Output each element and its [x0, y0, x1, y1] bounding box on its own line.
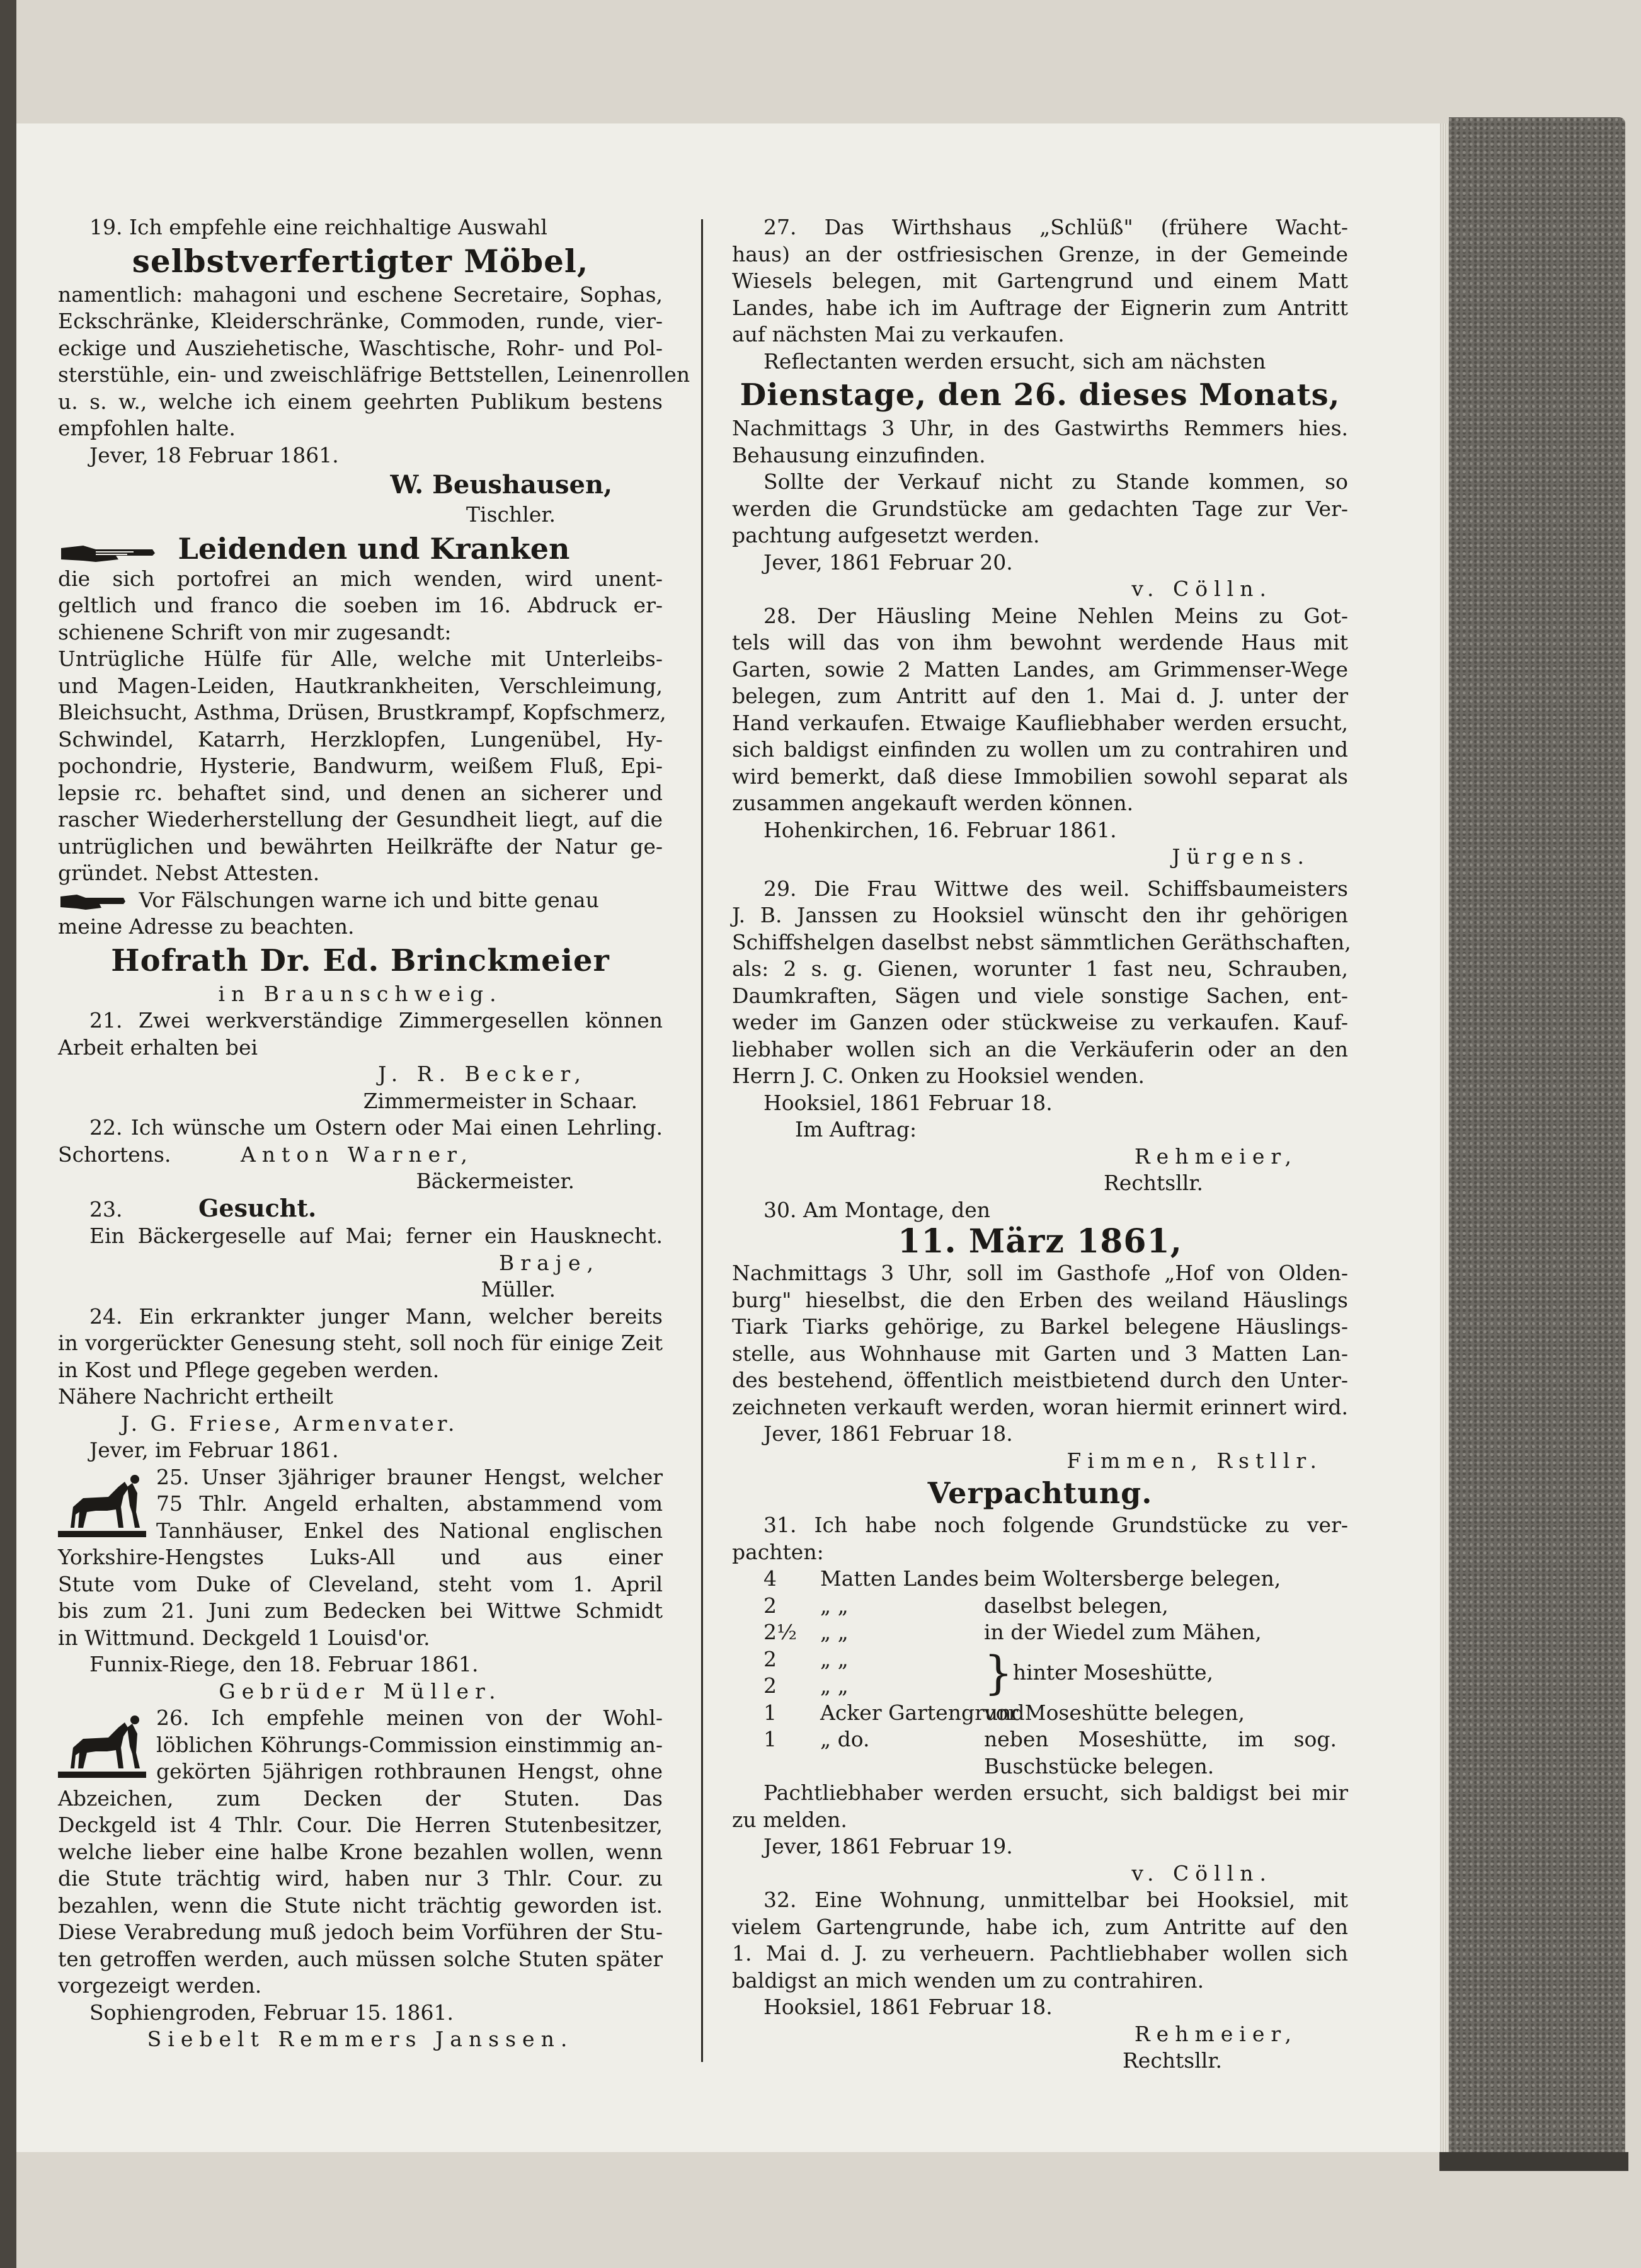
ad-line: 75 Thlr. Angeld erhalten, abstammend vom [156, 1491, 663, 1516]
ad-line: Tiark Tiarks gehörige, zu Barkel belegene Häuslings- [732, 1314, 1348, 1339]
ad-date: Jever, 1861 Februar 19. [763, 1834, 1013, 1858]
ad-line: Tannhäuser, Enkel des National englischen [156, 1518, 663, 1543]
ad-line: als: 2 s. g. Gienen, worunter 1 fast neu, Schrauben, [732, 956, 1348, 981]
warning-row [58, 887, 663, 914]
ad-sign-row [58, 1142, 663, 1169]
plot-unit: „ „ [820, 1593, 849, 1618]
ad-role: Zimmermeister in Schaar. [363, 1088, 638, 1113]
plot-quantity: 4 [763, 1566, 777, 1591]
ad-signature: v. Cölln. [1131, 576, 1272, 601]
ad-signature: Anton Warner, [240, 1142, 474, 1167]
plot-description: neben Moseshütte, im sog. [984, 1727, 1337, 1751]
pointing-hand-icon [58, 890, 127, 913]
ad-signature: Braje, [499, 1250, 600, 1275]
ad-line: empfohlen halte. [58, 416, 236, 440]
ad-signature: Siebelt Remmers Janssen. [147, 2027, 574, 2051]
brace-mark: } [984, 1646, 1013, 1699]
advertisement-24 [58, 1303, 663, 1464]
ad-date: Funnix-Riege, den 18. Februar 1861. [89, 1652, 479, 1676]
ad-line: vielem Gartengrunde, habe ich, zum Antritte auf den [732, 1914, 1348, 1939]
ad-line: Pachtliebhaber werden ersucht, sich baldigst bei mir [763, 1780, 1348, 1805]
book-spine-shadow [0, 0, 16, 2268]
plot-description: beim Woltersberge belegen, [984, 1566, 1281, 1591]
ad-line: Bleichsucht, Asthma, Drüsen, Brustkrampf, Kopfschmerz, [58, 700, 666, 724]
ad-line: rascher Wiederherstellung der Gesundheit liegt, auf die [58, 807, 663, 832]
ad-signature: Rehmeier, [1134, 2021, 1298, 2046]
ad-heading: Verpachtung. [927, 1476, 1153, 1510]
ad-line: stelle, aus Wohnhause mit Garten und 3 Matten Lan- [732, 1341, 1348, 1366]
book-cover-bottom [1439, 2152, 1628, 2171]
ad-line: Untrügliche Hülfe für Alle, welche mit Unterleibs- [58, 646, 663, 671]
ad-heading-row [58, 532, 663, 566]
ad-line: belegen, zum Antritt auf den 1. Mai d. J. unter der [732, 684, 1348, 708]
ad-line: baldigst an mich wenden um zu contrahiren. [732, 1967, 1204, 1993]
advertisement-21 [58, 1007, 663, 1114]
plot-description: vor Moseshütte belegen, [984, 1700, 1245, 1725]
ad-date: Hooksiel, 1861 Februar 18. [763, 1995, 1053, 2019]
ad-line: eckige und Ausziehetische, Waschtische, Rohr- und Pol- [58, 335, 663, 360]
ad-line: die sich portofrei an mich wenden, wird unent- [58, 566, 663, 591]
plot-quantity: 2 [763, 1646, 777, 1671]
ad-line: werden die Grundstücke am gedachten Tage zur Ver- [732, 496, 1348, 521]
ad-date: Hohenkirchen, 16. Februar 1861. [763, 817, 1117, 842]
ad-line: löblichen Köhrungs-Commission einstimmig an- [156, 1732, 663, 1757]
ad-heading-row [58, 1195, 663, 1223]
horse-icon [58, 1468, 146, 1544]
plots-table [732, 1566, 1348, 1780]
ad-number: 23. [89, 1196, 123, 1222]
ad-heading: 11. März 1861, [898, 1222, 1182, 1261]
plot-unit: „ do. [820, 1727, 870, 1751]
ad-role: Bäckermeister. [416, 1169, 575, 1193]
ad-line: 21. Zwei werkverständige Zimmergesellen können [89, 1008, 663, 1033]
ad-signature: v. Cölln. [1131, 1860, 1272, 1886]
ad-line: welche lieber eine halbe Krone bezahlen wollen, wenn [58, 1839, 663, 1864]
ad-line: bezahlen, wenn die Stute nicht trächtig geworden ist. [58, 1893, 663, 1918]
ad-place: Schortens. [58, 1142, 171, 1167]
ad-role: Rechtsllr. [1103, 1171, 1203, 1195]
ad-role: Müller. [481, 1277, 556, 1302]
ad-line: Garten, sowie 2 Matten Landes, am Grimmenser-Wege [732, 656, 1348, 682]
ad-line: liebhaber wollen sich an die Verkäuferin oder an den [732, 1036, 1348, 1062]
ad-heading: Gesucht. [198, 1193, 317, 1222]
ad-signature: J. G. Friese, Armenvater. [121, 1411, 458, 1436]
ad-line: bis zum 21. Juni zum Bedecken bei Wittwe Schmidt [58, 1598, 663, 1623]
ad-line: Schiffshelgen daselbst nebst sämmtlichen Geräthschaften, [732, 929, 1351, 954]
plot-brace-group [984, 1646, 1337, 1700]
ad-line: sich baldigst einfinden zu wollen um zu contrahiren und [732, 737, 1348, 762]
advertisement-27 [732, 214, 1348, 603]
advertisement-brinckmeier [58, 531, 666, 1008]
ad-line: Diese Verabredung muß jedoch beim Vorführen der Stu- [58, 1920, 663, 1944]
ad-signature: W. Beushausen, [390, 470, 612, 500]
ad-heading: selbstverfertigter Möbel, [132, 242, 589, 280]
advertisement-28 [732, 603, 1348, 871]
ad-line: Eckschränke, Kleiderschränke, Commoden, runde, vier- [58, 309, 663, 333]
plot-quantity: 1 [763, 1727, 777, 1751]
ad-line: zusammen angekauft werden können. [732, 791, 1134, 815]
ad-place: in Braunschweig. [218, 981, 503, 1006]
ad-line: vorgezeigt werden. [58, 1973, 262, 1998]
ad-line: zu melden. [732, 1807, 847, 1832]
plot-unit: „ „ [820, 1673, 849, 1698]
plot-description: hinter Moseshütte, [1012, 1659, 1214, 1685]
advertisement-26 [58, 1705, 663, 2053]
ad-line: Stute vom Duke of Cleveland, steht vom 1. April [58, 1571, 663, 1596]
left-column [58, 214, 690, 2053]
ad-line: 29. Die Frau Wittwe des weil. Schiffsbaumeisters [763, 876, 1348, 901]
ad-date: Sophiengroden, Februar 15. 1861. [89, 2000, 454, 2025]
advertisement-25 [58, 1464, 663, 1705]
ad-line: Daumkraften, Sägen und viele sonstige Sachen, ent- [732, 983, 1348, 1008]
advertisement-22 [58, 1114, 663, 1195]
ad-line: 24. Ein erkrankter junger Mann, welcher bereits [89, 1303, 663, 1329]
advertisement-23 [58, 1195, 663, 1303]
plot-description: Buschstücke belegen. [984, 1753, 1215, 1778]
ad-line: zeichneten verkauft werden, woran hiermit erinnert wird. [732, 1394, 1348, 1419]
advertisement-32 [732, 1887, 1348, 2075]
ad-line: Behausung einzufinden. [732, 442, 986, 467]
ad-role: Rechtsllr. [1122, 2048, 1222, 2073]
column-divider [701, 219, 703, 2062]
ad-date: Jever, 1861 Februar 20. [763, 549, 1013, 575]
ad-line: Yorkshire-Hengstes Luks-All und aus einer [58, 1545, 663, 1569]
ad-signature: J. R. Becker, [378, 1062, 587, 1086]
ad-line: 31. Ich habe noch folgende Grundstücke zu ver- [763, 1513, 1348, 1537]
plot-quantity: 2½ [763, 1620, 797, 1644]
ad-line: J. B. Janssen zu Hooksiel wünscht den ihr gehörigen [732, 903, 1348, 927]
ad-line: 1. Mai d. J. zu verheuern. Pachtliebhaber wollen sich [732, 1941, 1348, 1966]
ad-line: tels will das von ihm bewohnt werdende Haus mit [732, 630, 1348, 655]
ad-line: Schwindel, Katarrh, Herzklopfen, Lungenübel, Hy- [58, 726, 663, 752]
ad-line: ten getroffen werden, auch müssen solche Stuten später [58, 1946, 663, 1971]
ad-signature: Jürgens. [1172, 844, 1310, 869]
ad-signature: Fimmen, Rstllr. [1066, 1448, 1323, 1473]
ad-line: pachten: [732, 1539, 824, 1564]
ad-intro: 19. Ich empfehle eine reichhaltige Auswahl [89, 215, 547, 239]
ad-line: die Stute trächtig wird, haben nur 3 Thlr. Cour. zu [58, 1866, 663, 1891]
ad-line: 27. Das Wirthshaus „Schlüß" (frühere Wacht- [763, 215, 1348, 239]
ad-line: wird bemerkt, daß diese Immobilien sowohl separat als [732, 764, 1348, 789]
plot-unit: Matten Landes [820, 1566, 979, 1591]
ad-line: lepsie rc. behaftet sind, und denen an sicherer und [58, 780, 663, 805]
warning-text: Vor Fälschungen warne ich und bitte genau [139, 887, 599, 912]
ad-line: 25. Unser 3jähriger brauner Hengst, welcher [156, 1464, 663, 1489]
plot-description: daselbst belegen, [984, 1593, 1169, 1618]
ad-line: Sollte der Verkauf nicht zu Stande kommen, so [763, 469, 1348, 494]
ad-line: in vorgerückter Genesung steht, soll noch für einige Zeit [58, 1331, 663, 1355]
advertisement-31 [732, 1474, 1348, 1887]
ad-line: schienene Schrift von mir zugesandt: [58, 619, 452, 644]
ad-line: in Kost und Pflege gegeben werden. [58, 1357, 440, 1382]
plot-quantity: 2 [763, 1593, 777, 1618]
page-stack-edge [1440, 123, 1449, 2152]
ad-line: weder im Ganzen oder stückweise zu verkaufen. Kauf- [732, 1010, 1348, 1034]
ad-line: burg" hieselbst, die den Erben des weiland Häuslings [732, 1287, 1348, 1312]
advertisement-19 [58, 214, 690, 529]
ad-date: Jever, im Februar 1861. [89, 1438, 339, 1462]
ad-date: Jever, 18 Februar 1861. [89, 442, 339, 467]
ad-heading: Leidenden und Kranken [178, 531, 570, 566]
plot-quantity: 1 [763, 1700, 777, 1725]
ad-line: Hand verkaufen. Etwaige Kaufliebhaber werden ersucht, [732, 710, 1348, 735]
ad-line: geltlich und franco die soeben im 16. Abdruck er- [58, 593, 663, 617]
ad-line: Reflectanten werden ersucht, sich am nächsten [763, 348, 1266, 374]
ad-line: des bestehend, öffentlich meistbietend durch den Unter- [732, 1368, 1348, 1392]
advertisement-29 [732, 876, 1351, 1197]
ad-line: 26. Ich empfehle meinen von der Wohl- [156, 1705, 663, 1730]
ad-line: auf nächsten Mai zu verkaufen. [732, 322, 1065, 346]
plot-unit: Acker Gartengrund [820, 1700, 1025, 1725]
ad-line: in Wittmund. Deckgeld 1 Louisd'or. [58, 1625, 430, 1650]
ad-heading: Dienstage, den 26. dieses Monats, [740, 377, 1341, 413]
ad-line: Landes, habe ich im Auftrage der Eignerin zum Antritt [732, 295, 1348, 320]
ad-line: Arbeit erhalten bei [58, 1034, 258, 1060]
ad-line: und Magen-Leiden, Hautkrankheiten, Verschleimung, [58, 673, 663, 698]
ad-line: pachtung aufgesetzt werden. [732, 523, 1040, 547]
ad-line: Herrn J. C. Onken zu Hooksiel wenden. [732, 1063, 1145, 1088]
ad-date: Jever, 1861 Februar 18. [763, 1421, 1013, 1446]
ad-line: Nachmittags 3 Uhr, in des Gastwirths Remmers hies. [732, 416, 1348, 440]
plot-unit: „ „ [820, 1620, 849, 1644]
ad-commission: Im Auftrag: [795, 1117, 917, 1142]
plot-unit: „ „ [820, 1646, 849, 1671]
ad-line: 22. Ich wünsche um Ostern oder Mai einen Lehrling. [89, 1115, 663, 1140]
ad-line: 32. Eine Wohnung, unmittelbar bei Hooksiel, mit [763, 1887, 1348, 1912]
ad-signature: Rehmeier, [1134, 1143, 1298, 1169]
ad-line: meine Adresse zu beachten. [58, 914, 355, 939]
ad-line: sterstühle, ein- und zweischläfrige Bettstellen, Leinenrollen [58, 362, 690, 387]
plot-quantity: 2 [763, 1673, 777, 1698]
ad-line: 28. Der Häusling Meine Nehlen Meins zu Got- [763, 603, 1348, 628]
ad-signature: Gebrüder Müller. [219, 1678, 502, 1704]
ad-line: u. s. w., welche ich einem geehrten Publikum bestens [58, 389, 663, 414]
ad-line: pochondrie, Hysterie, Bandwurm, weißem Fluß, Epi- [58, 753, 663, 778]
book-cover [1449, 117, 1625, 2165]
ad-line: gründet. Nebst Attesten. [58, 861, 320, 885]
right-column [732, 214, 1351, 2075]
ad-line: Wiesels belegen, mit Gartengrund und einem Matt [732, 268, 1348, 293]
ad-line: Abzeichen, zum Decken der Stuten. Das [58, 1785, 663, 1811]
horse-icon [58, 1709, 146, 1784]
ad-date: Hooksiel, 1861 Februar 18. [763, 1090, 1053, 1115]
ad-line: Nachmittags 3 Uhr, soll im Gasthofe „Hof von Olden- [732, 1261, 1348, 1285]
ad-intro: 30. Am Montage, den [763, 1197, 990, 1222]
ad-role: Tischler. [466, 502, 556, 527]
ad-line: Ein Bäckergeselle auf Mai; ferner ein Hausknecht. [89, 1223, 663, 1248]
ad-line: untrüglichen und bewährten Heilkräfte der Natur ge- [58, 833, 663, 859]
pointing-hand-icon [58, 541, 159, 566]
plot-description: in der Wiedel zum Mähen, [984, 1620, 1262, 1644]
ad-line: haus) an der ostfriesischen Grenze, in der Gemeinde [732, 241, 1348, 266]
ad-signature: Hofrath Dr. Ed. Brinckmeier [111, 942, 610, 978]
ad-line: namentlich: mahagoni und eschene Secretaire, Sophas, [58, 282, 663, 307]
ad-line: Nähere Nachricht ertheilt [58, 1384, 333, 1409]
advertisement-30 [732, 1197, 1348, 1475]
ad-line: gekörten 5jährigen rothbraunen Hengst, ohne [156, 1759, 663, 1784]
ad-line: Deckgeld ist 4 Thlr. Cour. Die Herren Stutenbesitzer, [58, 1813, 663, 1837]
